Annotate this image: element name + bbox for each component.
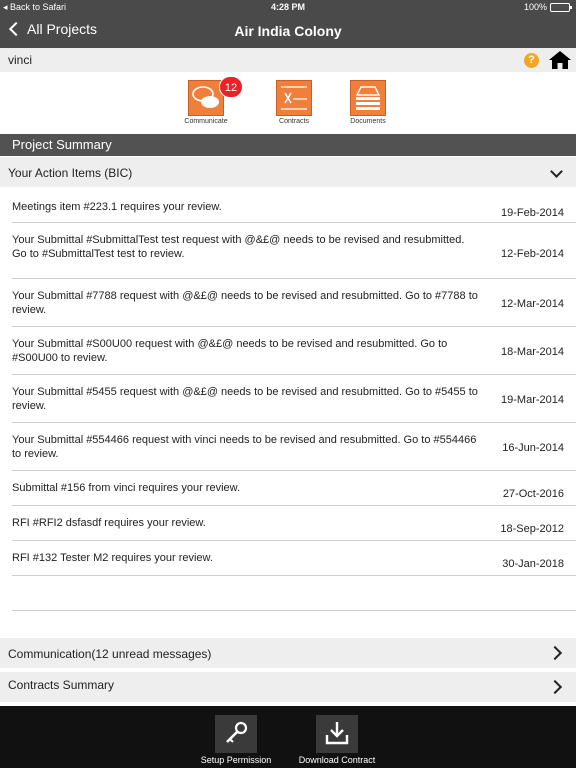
action-item-text: Your Submittal #7788 request with @&£@ needs to be revised and resubmitted. Go to #7788 to review. xyxy=(12,290,478,316)
action-item-text: Your Submittal #SubmittalTest test request with @&£@ needs to be revised and resubmitted. Go to #SubmittalTest test to review. xyxy=(12,234,465,260)
navigation-bar xyxy=(0,14,576,48)
download-contract-button[interactable] xyxy=(292,715,382,765)
contracts-label: Contracts xyxy=(279,118,309,125)
documents-label: Documents xyxy=(350,118,386,125)
action-item[interactable] xyxy=(12,223,576,279)
documents-module[interactable] xyxy=(338,80,398,125)
module-bar xyxy=(0,72,576,134)
page-title: Air India Colony xyxy=(234,23,342,39)
battery-indicator xyxy=(524,2,570,12)
back-to-safari-link[interactable]: ◂ Back to Safari xyxy=(3,2,67,12)
setup-permission-button[interactable] xyxy=(196,715,276,765)
action-item-date: 27-Oct-2016 xyxy=(502,488,564,500)
action-item[interactable] xyxy=(12,190,576,223)
action-item-text: Submittal #156 from vinci requires your review. xyxy=(12,482,241,494)
documents-stack-icon xyxy=(351,81,385,115)
action-item-date: 30-Jan-2018 xyxy=(502,558,564,570)
action-items-header-label: Your Action Items (BIC) xyxy=(8,166,133,180)
empty-list-row xyxy=(12,576,576,611)
back-button-label: All Projects xyxy=(27,21,98,37)
contracts-module[interactable] xyxy=(264,80,324,125)
home-icon[interactable] xyxy=(549,51,571,69)
action-item-date: 12-Mar-2014 xyxy=(501,298,564,310)
setup-permission-label: Setup Permission xyxy=(200,755,272,765)
documents-tile xyxy=(350,80,386,116)
unread-count-badge: 12 xyxy=(219,76,243,98)
action-items-list xyxy=(12,190,576,576)
action-item-date: 12-Feb-2014 xyxy=(501,248,564,260)
action-item-text: RFI #RFI2 dsfasdf requires your review. xyxy=(12,517,206,529)
status-time: 4:28 PM xyxy=(270,2,305,12)
download-icon xyxy=(316,715,358,753)
battery-icon xyxy=(550,3,570,12)
action-item[interactable] xyxy=(12,423,576,471)
key-icon xyxy=(215,715,257,753)
action-item[interactable] xyxy=(12,327,576,375)
action-item-text: Meetings item #223.1 requires your review. xyxy=(12,201,222,213)
action-item-date: 19-Mar-2014 xyxy=(501,394,564,406)
user-row xyxy=(0,48,576,72)
chevron-left-icon xyxy=(9,22,23,36)
communicate-label: Communicate xyxy=(184,118,228,125)
action-item-date: 18-Sep-2012 xyxy=(500,523,564,535)
action-item-date: 18-Mar-2014 xyxy=(501,346,564,358)
action-item-text: Your Submittal #5455 request with @&£@ needs to be revised and resubmitted. Go to #5455 to review. xyxy=(12,386,478,412)
action-item[interactable] xyxy=(12,375,576,423)
action-item[interactable] xyxy=(12,506,576,541)
battery-percent: 100% xyxy=(523,2,547,12)
back-app-label: Back to Safari xyxy=(10,2,67,12)
download-contract-label: Download Contract xyxy=(298,755,376,765)
communication-header[interactable] xyxy=(0,638,576,668)
contracts-tile xyxy=(276,80,312,116)
contracts-summary-header-label: Contracts Summary xyxy=(8,678,115,692)
bottom-toolbar xyxy=(0,706,576,768)
action-item[interactable] xyxy=(12,541,576,576)
action-item[interactable] xyxy=(12,471,576,506)
action-item-text: Your Submittal #S00U00 request with @&£@ needs to be revised and resubmitted. Go to #S00U00 to review. xyxy=(12,338,448,364)
communication-header-label: Communication(12 unread messages) xyxy=(8,647,212,661)
user-name: vinci xyxy=(8,53,33,67)
action-item-text: RFI #132 Tester M2 requires your review. xyxy=(12,552,213,564)
setup-permission-tile xyxy=(215,715,257,753)
chat-bubbles-icon xyxy=(189,81,223,115)
action-item-date: 16-Jun-2014 xyxy=(502,442,564,454)
back-button[interactable] xyxy=(8,21,97,37)
action-item[interactable] xyxy=(12,279,576,327)
help-icon[interactable]: ? xyxy=(524,53,539,68)
action-items-header[interactable] xyxy=(0,157,576,187)
project-summary-title: Project Summary xyxy=(0,134,576,156)
contract-signature-icon xyxy=(277,81,311,115)
download-contract-tile xyxy=(316,715,358,753)
status-bar xyxy=(0,0,576,14)
action-item-text: Your Submittal #554466 request with vinci needs to be revised and resubmitted. Go to #554466 to review. xyxy=(12,434,477,460)
action-item-date: 19-Feb-2014 xyxy=(501,207,564,219)
contracts-summary-header[interactable] xyxy=(0,672,576,702)
